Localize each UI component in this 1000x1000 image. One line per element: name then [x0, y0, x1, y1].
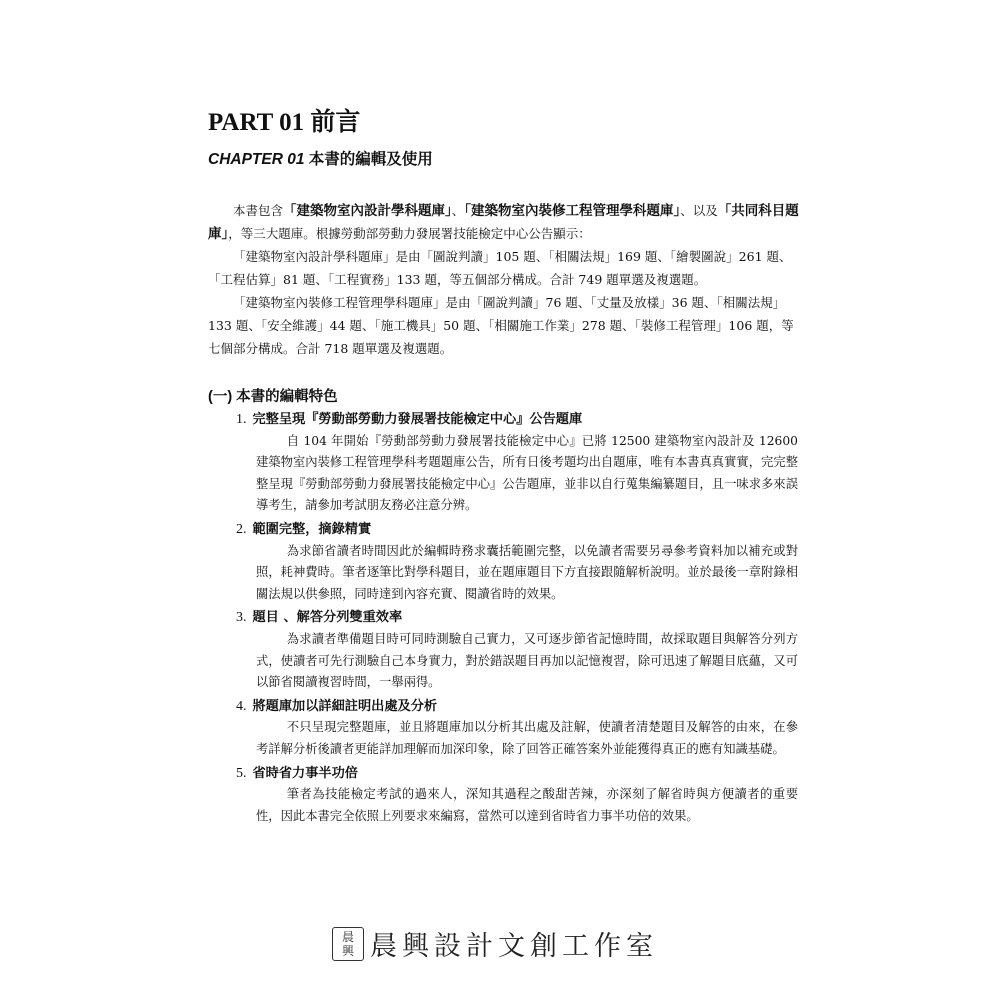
intro-text-segment: 「建築物室內裝修工程管理學科題庫」是由「圖說判讀」76 題、「丈量及放樣」36 題、「相關法規」133 題、「安全維護」44 題、「施工機具」50 題、「相關施工作業」278 題、「裝修工程管理」106 題，等七個部分構成。合計 718 題單選及複選題。 [208, 295, 794, 356]
feature-item [236, 607, 798, 693]
feature-body: 自 104 年開始『勞動部勞動力發展署技能檢定中心』已將 12500 建築物室內設計及 12600 建築物室內裝修工程管理學科考題題庫公告，所有日後考題均出自題庫，唯有本書真真實實，完完整整呈現『勞動部勞動力發展署技能檢定中心』公告題庫，並非以自行蒐集編纂題目，且一味求多來誤導考生，請參加考試朋友務必注意分辨。 [256, 433, 798, 513]
feature-number: 4. [236, 698, 247, 714]
intro-emphasis: 「建築物室內設計學科題庫」 [283, 203, 452, 218]
intro-paragraph [208, 245, 800, 291]
feature-title [236, 409, 798, 431]
feature-item [236, 519, 798, 605]
part-title: PART 01 前言 [208, 109, 361, 136]
intro-text-segment: ，等三大題庫。根據勞動部勞動力發展署技能檢定中心公告顯示： [228, 226, 591, 241]
feature-title-text: 將題庫加以詳細註明出處及分析 [252, 698, 438, 714]
feature-title [236, 696, 798, 718]
intro-paragraph [208, 199, 800, 245]
chapter-number: CHAPTER 01 [208, 151, 305, 168]
intro-emphasis: 「建築物室內裝修工程管理學科題庫」 [464, 203, 681, 218]
logo-char: 興 [341, 943, 354, 958]
publisher-name: 晨興設計文創工作室 [370, 931, 658, 962]
intro-text-segment: 、以及 [680, 203, 718, 218]
feature-title-text: 範圍完整，摘錄精實 [252, 521, 372, 537]
feature-title [236, 607, 798, 629]
chapter-title [208, 147, 433, 169]
chapter-name: 本書的編輯及使用 [304, 151, 433, 168]
feature-number: 2. [236, 521, 247, 537]
feature-number: 1. [236, 412, 247, 427]
feature-body: 不只呈現完整題庫，並且將題庫加以分析其出處及註解，使讀者清楚題目及解答的由來，在參考詳解分析後讀者更能詳加理解而加深印象，除了回答正確答案外並能獲得真正的應有知識基礎。 [256, 720, 798, 756]
section-heading: (一) 本書的編輯特色 [208, 389, 338, 405]
feature-number: 5. [236, 765, 247, 781]
feature-item [236, 696, 798, 761]
feature-body: 筆者為技能檢定考試的過來人，深知其過程之酸甜苦辣，亦深刻了解省時與方便讀者的重要性，因此本書完全依照上列要求來編寫，當然可以達到省時省力事半功倍的效果。 [256, 787, 798, 823]
feature-number: 3. [236, 610, 247, 626]
intro-text [208, 199, 800, 360]
intro-paragraph [208, 291, 800, 360]
feature-title [236, 519, 798, 541]
publisher-footer [332, 924, 658, 963]
publisher-logo [332, 927, 364, 961]
intro-emphasis: 「共同科目題庫」 [208, 203, 799, 241]
intro-text-segment: 「建築物室內設計學科題庫」是由「圖說判讀」105 題、「相關法規」169 題、「繪製圖說」261 題、「工程估算」81 題、「工程實務」133 題，等五個部分構成。合計 749 題單選及複選題。 [208, 249, 792, 287]
feature-item [236, 409, 798, 517]
feature-title [236, 763, 798, 785]
feature-list [236, 409, 798, 829]
intro-text-segment: 、 [451, 203, 465, 218]
feature-body: 為求讀者準備題目時可同時測驗自己實力，又可逐步節省記憶時間，故採取題目與解答分列方式，使讀者可先行測驗自己本身實力，對於錯誤題目再加以記憶複習，除可迅速了解題目底蘊，又可以節省閱讀複習時間，一舉兩得。 [256, 631, 798, 690]
feature-body: 為求節省讀者時間因此於編輯時務求囊括範圍完整，以免讀者需要另尋參考資料加以補充或對照，耗神費時。筆者逐筆比對學科題目，並在題庫題目下方直接跟隨解析說明。並於最後一章附錄相關法規以供參照，同時達到內容充實、閱讀省時的效果。 [256, 543, 798, 601]
feature-title-text: 省時省力事半功倍 [252, 765, 358, 781]
feature-title-text: 完整呈現『勞動部勞動力發展署技能檢定中心』公告題庫 [252, 412, 583, 427]
feature-title-text: 題目 、解答分列雙重效率 [252, 610, 403, 626]
intro-text-segment: 本書包含 [233, 203, 284, 218]
logo-char: 晨 [341, 929, 354, 944]
feature-item [236, 763, 798, 828]
